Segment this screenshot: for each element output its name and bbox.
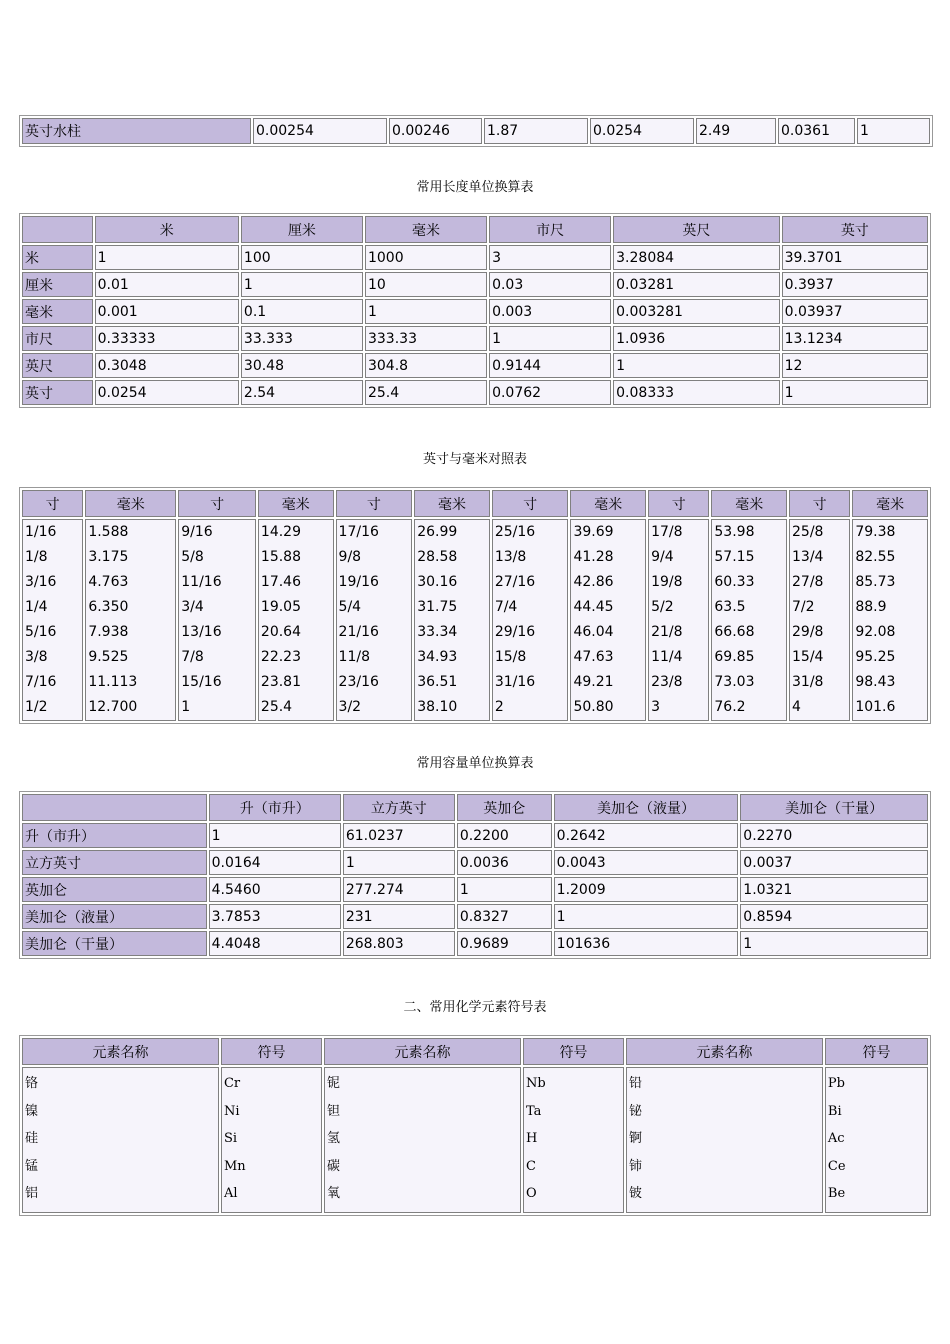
cell: 9/4 — [651, 549, 674, 565]
cell: 0.3048 — [95, 353, 239, 378]
cell: 19/16 — [338, 574, 379, 590]
cell: 1.0936 — [613, 326, 779, 351]
cell: 9.525 — [88, 649, 129, 665]
col-header: 升（市升） — [209, 794, 341, 821]
cell: 1 — [613, 353, 779, 378]
cell: 49.21 — [573, 674, 614, 690]
inch-mm-table-title: 英寸与毫米对照表 — [422, 452, 527, 467]
cell: 63.5 — [714, 599, 746, 615]
cell: 20.64 — [260, 624, 302, 640]
cell: Be — [827, 1186, 846, 1201]
elements-table-title: 二、常用化学元素符号表 — [403, 1000, 547, 1015]
cell: 0.01 — [95, 272, 239, 297]
cell: 1 — [343, 850, 455, 875]
inch-column — [336, 519, 413, 721]
cell: 铌 — [326, 1076, 340, 1091]
col-header: 元素名称 — [626, 1038, 823, 1065]
col-header: 英寸 — [782, 216, 928, 243]
cell: 0.8327 — [457, 904, 552, 929]
cell: 7/4 — [494, 599, 518, 615]
col-header: 符号 — [221, 1038, 322, 1065]
cell: 23/8 — [651, 674, 683, 690]
table-row — [22, 380, 928, 405]
cell: 1000 — [365, 245, 487, 270]
inch-column — [178, 519, 256, 721]
cell: 铍 — [628, 1186, 642, 1201]
col-header: 元素名称 — [22, 1038, 219, 1065]
table-row — [22, 272, 928, 297]
cell: H — [525, 1131, 538, 1146]
cell: Cr — [223, 1076, 241, 1091]
cell: 14.29 — [260, 524, 302, 540]
cell: 铅 — [628, 1076, 642, 1091]
cell: 3/2 — [338, 699, 362, 715]
cell: Ta — [525, 1103, 542, 1119]
cell: 95.25 — [855, 649, 896, 665]
mm-column — [258, 519, 334, 721]
cell: O — [525, 1186, 537, 1201]
cell: 碳 — [326, 1158, 340, 1174]
col-header: 毫米 — [365, 216, 487, 243]
cell: 5/4 — [338, 599, 362, 615]
cell: 0.2200 — [457, 823, 552, 848]
cell: 42.86 — [573, 574, 614, 590]
table-row — [22, 118, 930, 144]
cell: 5/8 — [181, 549, 204, 565]
table-row — [22, 823, 928, 848]
cell: 13/8 — [494, 549, 527, 565]
cell: Ac — [827, 1131, 845, 1146]
cell: 1/16 — [25, 524, 57, 540]
col-header: 寸 — [336, 490, 413, 517]
cell: 333.33 — [365, 326, 487, 351]
cell: 53.98 — [714, 524, 755, 540]
cell: 1 — [554, 904, 739, 929]
col-header: 寸 — [648, 490, 709, 517]
cell: 1/4 — [25, 599, 48, 615]
row-label: 厘米 — [22, 272, 93, 297]
cell: 268.803 — [343, 931, 455, 956]
cell: 11/4 — [651, 649, 683, 665]
table-row — [22, 326, 928, 351]
cell: 36.51 — [417, 674, 458, 690]
col-header: 寸 — [789, 490, 850, 517]
cell: 61.0237 — [343, 823, 455, 848]
mm-column — [711, 519, 787, 721]
row-label: 立方英寸 — [22, 850, 207, 875]
cell: 231 — [343, 904, 455, 929]
cell: 硅 — [25, 1131, 39, 1146]
row-label: 市尺 — [22, 326, 93, 351]
cell: 1.2009 — [554, 877, 739, 902]
length-table-title: 常用长度单位换算表 — [416, 180, 534, 195]
mm-column — [85, 519, 176, 721]
cell: 1 — [241, 272, 363, 297]
col-header: 厘米 — [241, 216, 363, 243]
cell: 12.700 — [88, 699, 138, 715]
cell: 7.938 — [88, 624, 129, 640]
element-symbol-column — [523, 1067, 624, 1213]
cell: 23/16 — [338, 674, 379, 690]
table-row — [22, 519, 928, 721]
col-header — [22, 216, 93, 243]
col-header: 寸 — [178, 490, 256, 517]
header-row — [22, 490, 928, 517]
cell: C — [525, 1158, 536, 1174]
cell: Pb — [827, 1076, 845, 1091]
cell: 锰 — [25, 1158, 39, 1174]
cell: 23.81 — [260, 674, 302, 690]
cell: 27/8 — [792, 574, 824, 590]
header-row — [22, 1038, 928, 1065]
cell: 铬 — [25, 1076, 39, 1091]
cell: 6.350 — [88, 599, 129, 615]
cell: 4.763 — [88, 574, 129, 590]
mm-column — [570, 519, 646, 721]
cell: 1 — [181, 699, 191, 715]
cell: 13/16 — [181, 624, 222, 640]
cell: 21/16 — [338, 624, 379, 640]
cell: 26.99 — [417, 524, 458, 540]
cell: 25/8 — [792, 524, 824, 540]
cell: 0.9689 — [457, 931, 552, 956]
cell: 73.03 — [714, 674, 755, 690]
cell: 277.274 — [343, 877, 455, 902]
cell: 0.003281 — [613, 299, 779, 324]
element-name-column — [324, 1067, 521, 1213]
header-row — [22, 794, 928, 821]
cell: 29/16 — [494, 624, 536, 640]
cell: 25.4 — [260, 699, 293, 715]
cell: 1 — [209, 823, 341, 848]
cell: 38.10 — [417, 699, 458, 715]
row-label: 英加仑 — [22, 877, 207, 902]
cell: 0.08333 — [613, 380, 779, 405]
cell: 3/4 — [181, 599, 204, 615]
cell: 92.08 — [855, 624, 896, 640]
cell: 19/8 — [651, 574, 683, 590]
cell: 1/2 — [25, 699, 48, 715]
cell: 1 — [457, 877, 552, 902]
table-row — [22, 904, 928, 929]
cell: 0.0164 — [209, 850, 341, 875]
element-name-column — [626, 1067, 823, 1213]
element-symbol-column — [825, 1067, 928, 1213]
table-row — [22, 353, 928, 378]
cell: 1 — [782, 380, 928, 405]
cell: 82.55 — [855, 549, 896, 565]
cell: 27/16 — [494, 574, 536, 590]
cell: Ce — [827, 1158, 846, 1174]
cell: Mn — [223, 1158, 246, 1174]
cell: 30.16 — [417, 574, 458, 590]
row-label: 米 — [22, 245, 93, 270]
cell: 锕 — [628, 1131, 642, 1146]
cell: 铈 — [628, 1158, 642, 1174]
cell: 13.1234 — [782, 326, 928, 351]
cell: 31/16 — [494, 674, 536, 690]
cell: 13/4 — [792, 549, 824, 565]
cell: 2.54 — [241, 380, 363, 405]
cell: 7/16 — [25, 674, 57, 690]
cell: 0.33333 — [95, 326, 239, 351]
cell: 0.03281 — [613, 272, 779, 297]
cell: 46.04 — [573, 624, 614, 640]
table-row — [22, 931, 928, 956]
cell: 1 — [740, 931, 928, 956]
col-header: 寸 — [22, 490, 83, 517]
col-header: 毫米 — [852, 490, 928, 517]
cell: 1/8 — [25, 549, 48, 565]
table-row — [22, 299, 928, 324]
cell: 0.0254 — [590, 118, 694, 144]
cell: 铋 — [628, 1103, 642, 1119]
col-header: 立方英寸 — [343, 794, 455, 821]
col-header: 符号 — [825, 1038, 928, 1065]
inch-column — [648, 519, 709, 721]
cell: 3.175 — [88, 549, 129, 565]
cell: 31.75 — [417, 599, 458, 615]
cell: 3 — [489, 245, 611, 270]
col-header: 符号 — [523, 1038, 624, 1065]
cell: 0.0036 — [457, 850, 552, 875]
col-header: 毫米 — [258, 490, 334, 517]
length-conversion-table — [19, 213, 931, 408]
cell: 1 — [489, 326, 611, 351]
cell: 铝 — [25, 1186, 39, 1201]
cell: 60.33 — [714, 574, 755, 590]
row-label: 升（市升） — [22, 823, 207, 848]
cell: 33.34 — [417, 624, 458, 640]
volume-conversion-table — [19, 791, 931, 959]
cell: 11.113 — [88, 674, 138, 690]
cell: 28.58 — [417, 549, 458, 565]
cell: 31/8 — [792, 674, 824, 690]
cell: 4 — [792, 699, 801, 715]
cell: 0.0254 — [95, 380, 239, 405]
col-header: 米 — [95, 216, 239, 243]
cell: 9/8 — [338, 549, 362, 565]
volume-table-title: 常用容量单位换算表 — [416, 756, 534, 771]
col-header — [22, 794, 207, 821]
water-column-table — [19, 115, 933, 147]
cell: Nb — [525, 1076, 546, 1091]
cell: 33.333 — [241, 326, 363, 351]
cell: 3.28084 — [613, 245, 779, 270]
cell: 15/8 — [494, 649, 527, 665]
cell: 0.0043 — [554, 850, 739, 875]
cell: 66.68 — [714, 624, 755, 640]
cell: 0.8594 — [740, 904, 928, 929]
table-row — [22, 245, 928, 270]
col-header: 寸 — [492, 490, 569, 517]
cell: 0.0361 — [778, 118, 855, 144]
cell: 101.6 — [855, 699, 896, 715]
cell: Bi — [827, 1103, 842, 1119]
cell: 2 — [494, 699, 504, 715]
cell: 0.2642 — [554, 823, 739, 848]
cell: 7/8 — [181, 649, 204, 665]
mm-column — [852, 519, 928, 721]
cell: 1.0321 — [740, 877, 928, 902]
cell: 5/16 — [25, 624, 57, 640]
cell: 22.23 — [260, 649, 302, 665]
inch-column — [789, 519, 850, 721]
cell: 0.9144 — [489, 353, 611, 378]
cell: 镍 — [25, 1103, 39, 1119]
col-header: 英加仑 — [457, 794, 552, 821]
cell: 17/16 — [338, 524, 379, 540]
col-header: 毫米 — [414, 490, 490, 517]
cell: 76.2 — [714, 699, 746, 715]
cell: 0.00254 — [253, 118, 387, 144]
cell: 0.003 — [489, 299, 611, 324]
cell: 39.3701 — [782, 245, 928, 270]
cell: 12 — [782, 353, 928, 378]
cell: 0.1 — [241, 299, 363, 324]
cell: 0.0762 — [489, 380, 611, 405]
col-header: 英尺 — [613, 216, 779, 243]
cell: 304.8 — [365, 353, 487, 378]
cell: 氧 — [326, 1186, 340, 1201]
cell: 0.0037 — [740, 850, 928, 875]
col-header: 美加仑（液量） — [554, 794, 739, 821]
cell: 1.588 — [88, 524, 129, 540]
inch-column — [22, 519, 83, 721]
cell: 98.43 — [855, 674, 896, 690]
element-name-column — [22, 1067, 219, 1213]
cell: 30.48 — [241, 353, 363, 378]
cell: 41.28 — [573, 549, 614, 565]
cell: 2.49 — [696, 118, 776, 144]
row-label: 毫米 — [22, 299, 93, 324]
col-header: 元素名称 — [324, 1038, 521, 1065]
cell: 15/16 — [181, 674, 222, 690]
cell: 7/2 — [792, 599, 815, 615]
row-label: 英寸 — [22, 380, 93, 405]
cell: 10 — [365, 272, 487, 297]
table-row — [22, 877, 928, 902]
cell: 钽 — [326, 1103, 340, 1119]
cell: 5/2 — [651, 599, 674, 615]
col-header: 毫米 — [85, 490, 176, 517]
cell: 69.85 — [714, 649, 755, 665]
cell: 25.4 — [365, 380, 487, 405]
inch-mm-table — [19, 487, 931, 724]
cell: 101636 — [554, 931, 739, 956]
cell: Si — [223, 1131, 238, 1146]
col-header: 毫米 — [570, 490, 646, 517]
cell: 1 — [95, 245, 239, 270]
cell: 3 — [651, 699, 660, 715]
cell: 11/8 — [338, 649, 370, 665]
cell: 3.7853 — [209, 904, 341, 929]
cell: Ni — [223, 1103, 240, 1119]
cell: 17.46 — [260, 574, 302, 590]
cell: 15/4 — [792, 649, 824, 665]
row-label: 美加仑（干量） — [22, 931, 207, 956]
cell: 57.15 — [714, 549, 755, 565]
cell: 0.03937 — [782, 299, 928, 324]
cell: 85.73 — [855, 574, 896, 590]
cell: 1 — [857, 118, 930, 144]
cell: 11/16 — [181, 574, 222, 590]
cell: 0.2270 — [740, 823, 928, 848]
cell: 29/8 — [792, 624, 824, 640]
col-header: 市尺 — [489, 216, 611, 243]
cell: 39.69 — [573, 524, 614, 540]
cell: 9/16 — [181, 524, 213, 540]
element-symbol-column — [221, 1067, 322, 1213]
cell: 47.63 — [573, 649, 614, 665]
row-label: 美加仑（液量） — [22, 904, 207, 929]
table-row — [22, 1067, 928, 1213]
mm-column — [414, 519, 490, 721]
cell: 17/8 — [651, 524, 683, 540]
cell: 25/16 — [494, 524, 536, 540]
cell: 79.38 — [855, 524, 896, 540]
cell: 0.3937 — [782, 272, 928, 297]
cell: Al — [223, 1186, 238, 1201]
cell: 19.05 — [260, 599, 302, 615]
cell: 4.4048 — [209, 931, 341, 956]
inch-column — [492, 519, 569, 721]
header-row — [22, 216, 928, 243]
cell: 50.80 — [573, 699, 614, 715]
cell: 1.87 — [484, 118, 588, 144]
cell: 15.88 — [260, 549, 302, 565]
cell: 0.001 — [95, 299, 239, 324]
cell: 3/8 — [25, 649, 48, 665]
cell: 3/16 — [25, 574, 57, 590]
cell: 21/8 — [651, 624, 683, 640]
cell: 氢 — [326, 1131, 340, 1146]
cell: 88.9 — [855, 599, 887, 615]
row-label: 英寸水柱 — [22, 118, 251, 144]
cell: 44.45 — [573, 599, 614, 615]
chemical-elements-table — [19, 1035, 931, 1216]
row-label: 英尺 — [22, 353, 93, 378]
col-header: 毫米 — [711, 490, 787, 517]
cell: 0.03 — [489, 272, 611, 297]
cell: 1 — [365, 299, 487, 324]
cell: 4.5460 — [209, 877, 341, 902]
table-row — [22, 850, 928, 875]
col-header: 美加仑（干量） — [740, 794, 928, 821]
cell: 0.00246 — [389, 118, 482, 144]
cell: 34.93 — [417, 649, 458, 665]
cell: 100 — [241, 245, 363, 270]
